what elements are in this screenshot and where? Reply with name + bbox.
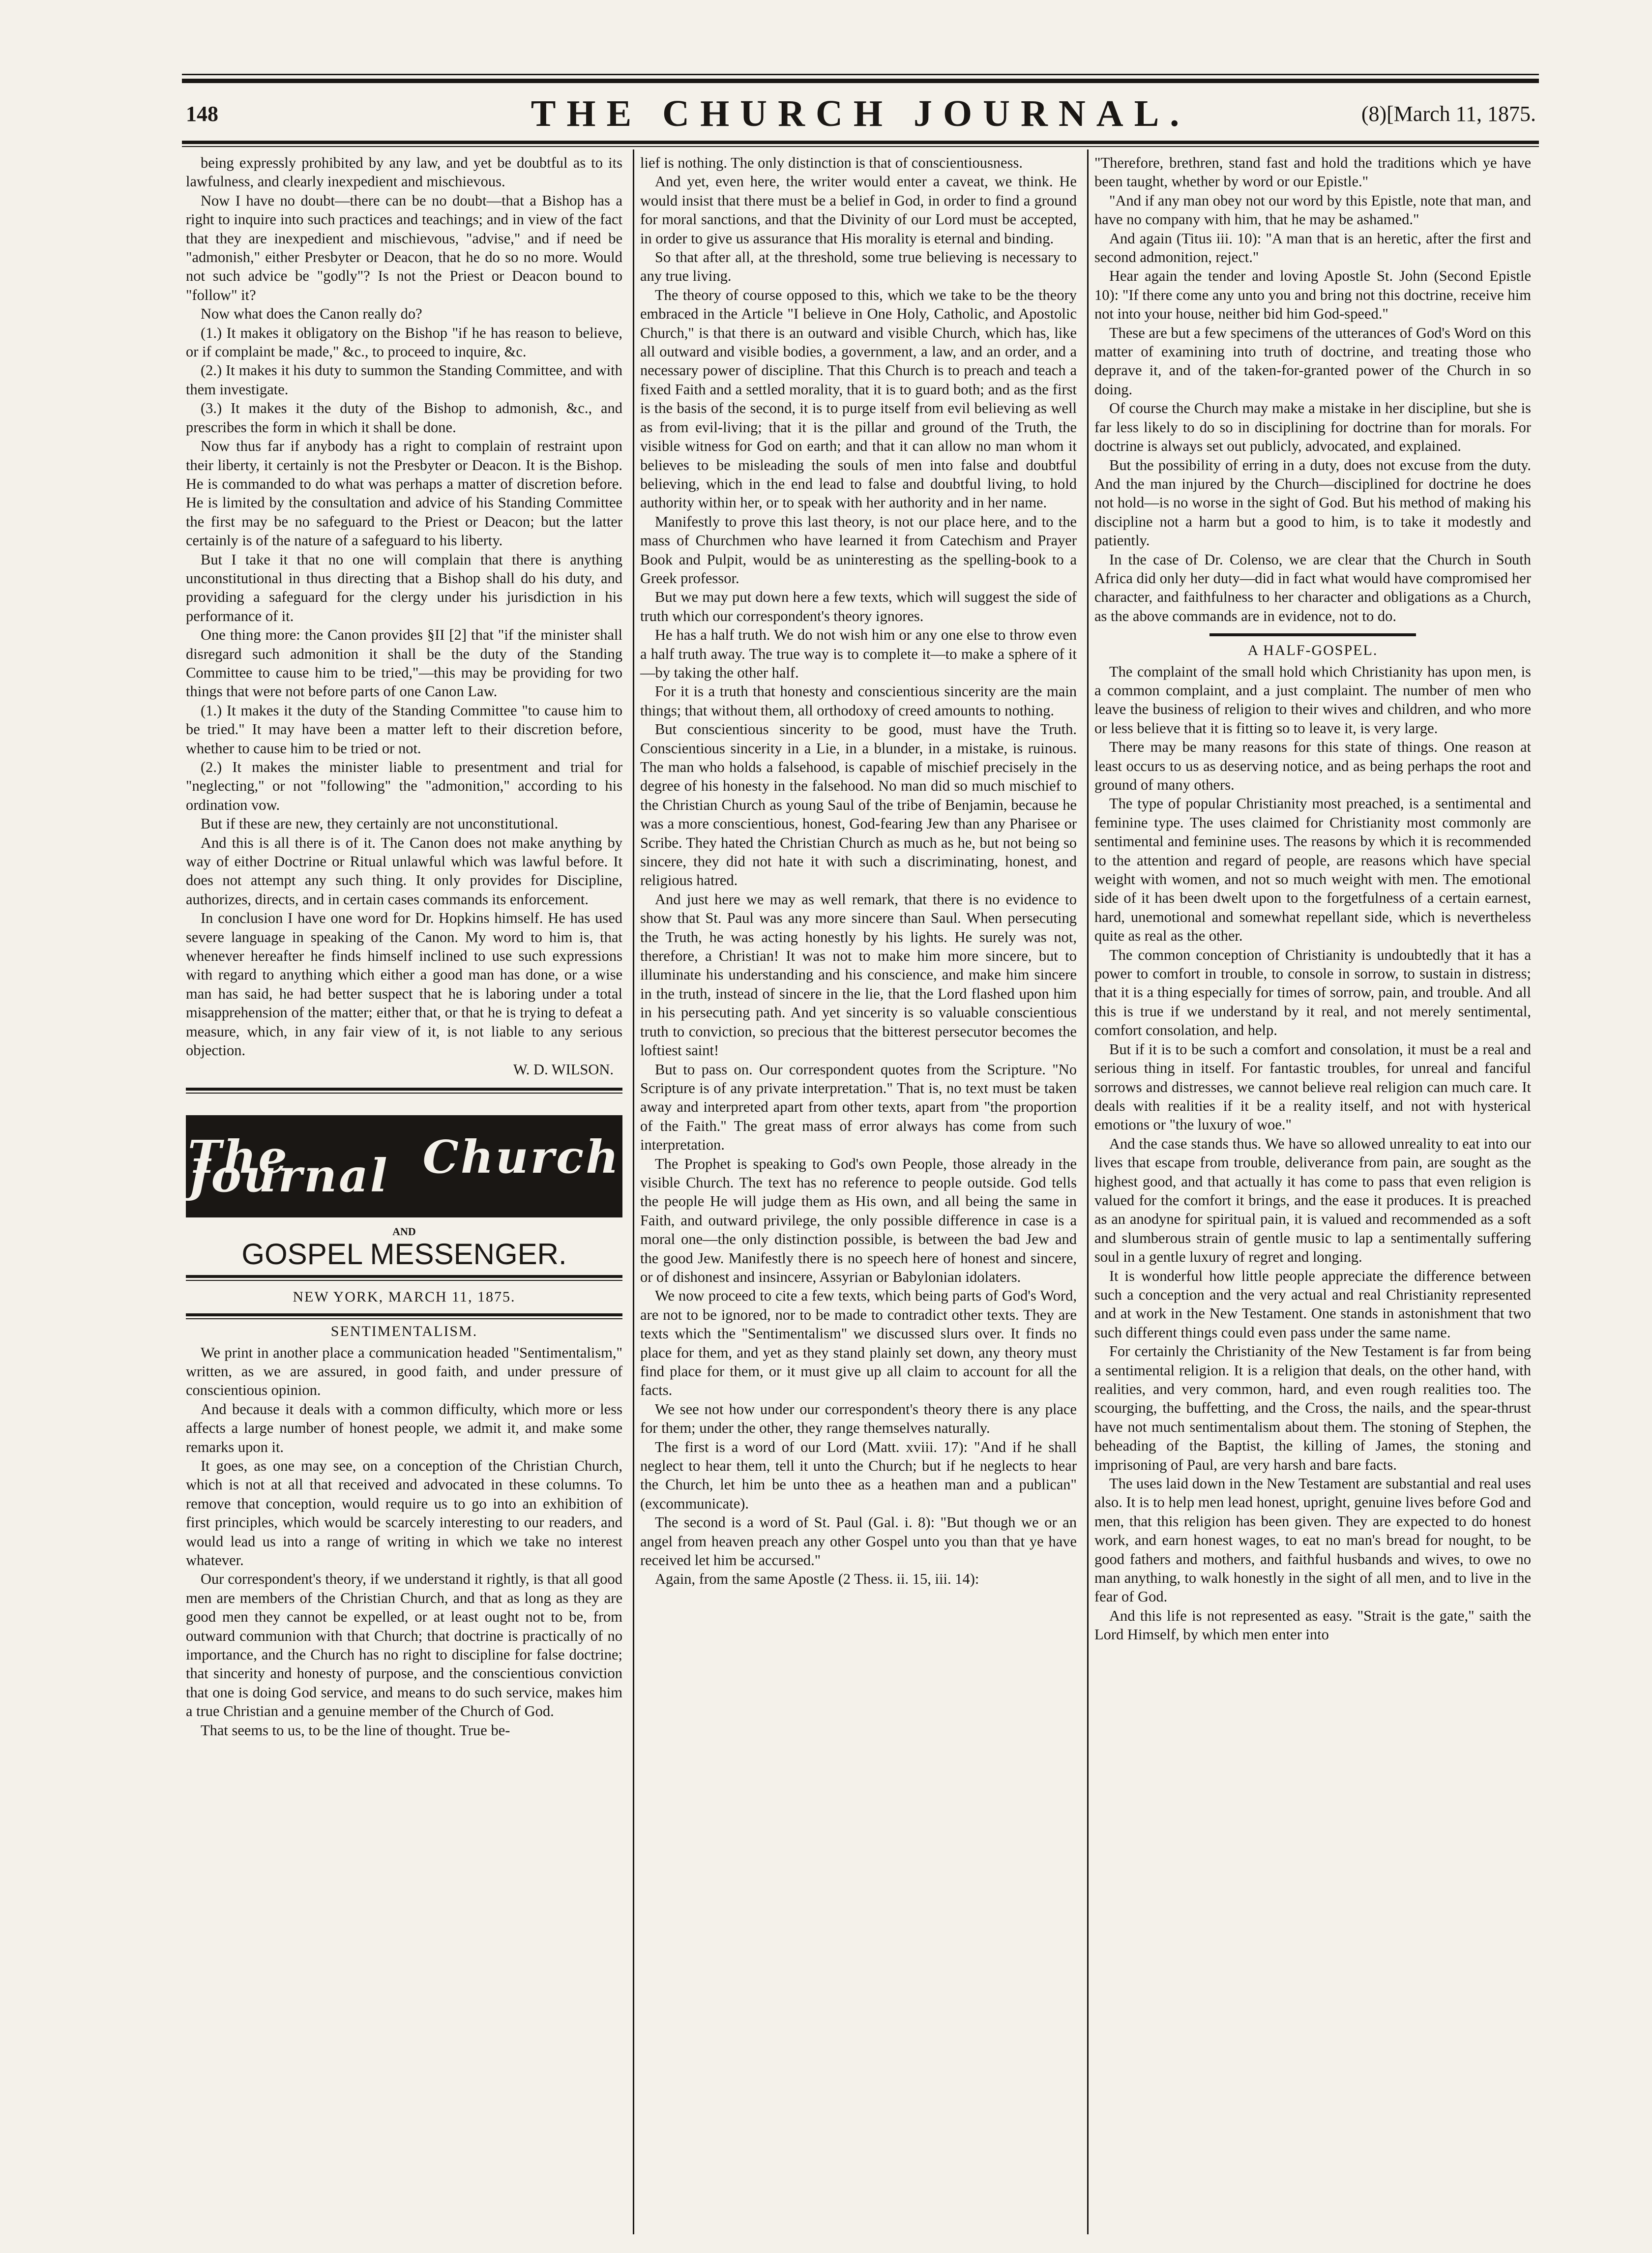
paragraph: For certainly the Christianity of the New Testament is far from being a sentimental religion. It is a religion that deals, on the other hand, with realities, and very common, hard, and even rough realities too. The scourging, the buffetting, and the Cross, the nails, and the spear-thrust have not much sentimentalism about them. The stoning of Stephen, the beheading of the Baptist, the killing of James, the stoning and imprisoning of Paul, are very harsh and bare facts.: [1094, 1343, 1531, 1473]
nameplate-rule: [186, 1275, 622, 1281]
paragraph: Now thus far if anybody has a right to complain of restraint upon their liberty, it certainly is not the Presbyter or Deacon. It is the Bishop. He is commanded to do what was perhaps a matter of discretion before. He is limited by the consultation and advice of his Standing Committee the first may be no safeguard to the Priest or Deacon; but the latter certainly is of the nature of a safeguard to his liberty.: [186, 438, 622, 549]
paragraph: So that after all, at the threshold, some true believing is necessary to any true living.: [640, 249, 1077, 285]
masthead-rule-thin: [182, 146, 1539, 147]
paragraph: One thing more: the Canon provides §II [2] that "if the minister shall disregard such admonition it shall be the duty of the Standing Committee to cause him to be tried,"—this may be providing for two things that were not before parts of one Canon Law.: [186, 626, 622, 700]
column-left: [186, 153, 622, 1740]
paragraph: The common conception of Christianity is undoubtedly that it has a power to comfort in trouble, to console in sorrow, to sustain in distress; that it is a thing especially for times of sorrow, pain, and trouble. And all this is true if we understand by it real, and not merely sentimental, comfort consolation, and help.: [1094, 946, 1531, 1039]
paragraph: In the case of Dr. Colenso, we are clear that the Church in South Africa did only her duty—did in fact what would have compromised her character, and faithfulness to her character and obligations as a Church, as the above commands are in evidence, not to do.: [1094, 551, 1531, 624]
top-rule-thick: [182, 79, 1539, 83]
paragraph: being expressly prohibited by any law, and yet be doubtful as to its lawfulness, and clearly inexpedient and mischievous.: [186, 154, 622, 190]
top-rule-thin: [182, 74, 1539, 75]
paragraph: But I take it that no one will complain that there is anything unconstitutional in thus directing that a Bishop shall do his duty, and providing a safeguard for the clergy under his jurisdiction in his performance of it.: [186, 551, 622, 624]
paragraph: "And if any man obey not our word by this Epistle, note that man, and have no company with him, that he may be ashamed.": [1094, 192, 1531, 228]
nameplate-and: AND: [392, 1225, 416, 1238]
paragraph: lief is nothing. The only distinction is that of conscientiousness.: [640, 154, 1023, 171]
dateline-rule: [186, 1313, 622, 1319]
paragraph: (1.) It makes it obligatory on the Bishop "if he has reason to believe, or if complaint be made," &c., to proceed to inquire, &c.: [186, 324, 622, 360]
paragraph: These are but a few specimens of the utterances of God's Word on this matter of examining into truth of doctrine, and treating those who deprave it, and of the taken-for-granted power of the Church in so doing.: [1094, 324, 1531, 398]
paragraph: But if these are new, they certainly are not unconstitutional.: [201, 815, 559, 832]
paragraph: There may be many reasons for this state of things. One reason at least occurs to us as deserving notice, and as being perhaps the root and ground of many others.: [1094, 739, 1531, 793]
paragraph: We print in another place a communication headed "Sentimentalism," written, as we are assured, in good faith, and under pressure of conscientious opinion.: [186, 1344, 622, 1399]
paragraph: He has a half truth. We do not wish him or any one else to throw even a half truth away. The true way is to complete it—to make a sphere of it—by taking the other half.: [640, 626, 1077, 681]
paragraph: The complaint of the small hold which Christianity has upon men, is a common complaint, and a just complaint. The number of men who leave the business of religion to their wives and children, and who more or less believe that it is fitting so to leave it, is very large.: [1094, 663, 1531, 737]
paragraph: (3.) It makes it the duty of the Bishop to admonish, &c., and prescribes the form in which it shall be done.: [186, 400, 622, 436]
paragraph: And this life is not represented as easy. "Strait is the gate," saith the Lord Himself, by which men enter into: [1094, 1607, 1531, 1643]
paragraph: The type of popular Christianity most preached, is a sentimental and feminine type. The uses claimed for Christianity most commonly are sentimental and feminine uses. The reasons by which it is recommended to the attention and regard of people, are reasons which have special weight with women, and not so much weight with men. The emotional side of it has been dwelt upon to the forgetfulness of a certain earnest, hard, unemotional and somewhat repellant side, which is nevertheless quite as real as the other.: [1094, 795, 1531, 945]
nameplate-blackletter: The Church Journal: [186, 1115, 622, 1217]
paragraph: But to pass on. Our correspondent quotes from the Scripture. "No Scripture is of any private interpretation." That is, no text must be taken away and interpreted apart from other texts, apart from "the proportion of the Faith." The great mass of error always has come from such interpretation.: [640, 1061, 1077, 1154]
paragraph: We see not how under our correspondent's theory there is any place for them; under the other, they range themselves naturally.: [640, 1400, 1077, 1437]
paragraph: In conclusion I have one word for Dr. Hopkins himself. He has used severe language in speaking of the Canon. My word to him is, that whenever hereafter he finds himself inclined to use such expressions with regard to anything which either a good man has done, or a wise man has said, he had better suspect that he is laboring under a total misapprehension of the matter; either that, or that he is trying to defeat a measure, which, in any fair view of it, is not liable to any serious objection.: [186, 910, 622, 1059]
paragraph: And this is all there is of it. The Canon does not make anything by way of either Doctrine or Ritual unlawful which was lawful before. It does not attempt any such thing. It only provides for Discipline, authorizes, directs, and in certain cases commands its enforcement.: [186, 834, 622, 908]
paragraph: The second is a word of St. Paul (Gal. i. 8): "But though we or an angel from heaven preach any other Gospel unto you than that ye have received let him be accursed.": [640, 1514, 1077, 1569]
paragraph: Now I have no doubt—there can be no doubt—that a Bishop has a right to inquire into such practices and teachings; and in view of the fact that they are inexpedient and mischievous, "advise," and if need be "admonish," either Presbyter or Deacon, that he do so no more. Would not such advice be "godly"? Is not the Priest or Deacon bound to "follow" it?: [186, 192, 622, 303]
article-separator: [1210, 633, 1416, 636]
paragraph: It goes, as one may see, on a conception of the Christian Church, which is not at all that received and advocated in these columns. To remove that conception, would require us to go into an exhibition of first principles, which would be scarcely interesting to our readers, and would lead us into a range of writing in which we take no interest whatever.: [186, 1457, 622, 1569]
paragraph: That seems to us, to be the line of thought. True be-: [201, 1721, 510, 1739]
masthead: [182, 92, 1539, 137]
paragraph: But if it is to be such a comfort and consolation, it must be a real and serious thing in itself. For fantastic troubles, for unreal and fanciful sorrows and distresses, we cannot believe real religion can much care. It deals with realities if it be a reality itself, and not with hysterical emotions or "the luxury of woe.": [1094, 1040, 1531, 1133]
paragraph: (1.) It makes it the duty of the Standing Committee "to cause him to be tried." It may have been a matter left to their discretion before, whether to cause him to be tried or not.: [186, 702, 622, 757]
nameplate-subtitle: GOSPEL MESSENGER.: [241, 1238, 567, 1271]
issue-date: (8)[March 11, 1875.: [1361, 102, 1536, 126]
paragraph: The uses laid down in the New Testament are substantial and real uses also. It is to help men lead honest, upright, genuine lives before God and men, that this religion has been given. They are expected to do honest work, and earn honest wages, to eat no man's bread for nought, to be good fathers and mothers, and faithful husbands and wives, to owe no man anything, to walk honestly in the sight of all men, and to live in the fear of God.: [1094, 1475, 1531, 1605]
paragraph: The theory of course opposed to this, which we take to be the theory embraced in the Article "I believe in One Holy, Catholic, and Apostolic Church," is that there is an outward and visible Church, which has, like all outward and visible bodies, a government, a law, and an order, and a necessary power of discipline. That this Church is to preach and teach a fixed Faith and a settled morality, that it is to guard both; and as the first is the basis of the second, it is to purge itself from evil believing as well as from evil-living; that it is the pillar and ground of the Truth, the visible witness for God on earth; and that it can allow no man whom it believes to be misleading the souls of men into false and doubtful believing, which in the end lead to false and doubtful living, to hold authority within her, or to speak with her authority and in her name.: [640, 286, 1077, 511]
editorial-dateline: NEW YORK, MARCH 11, 1875.: [293, 1288, 516, 1305]
paragraph: Again, from the same Apostle (2 Thess. ii. 15, iii. 14):: [655, 1571, 979, 1588]
section-rule: [186, 1088, 622, 1094]
masthead-rule-thick: [182, 141, 1539, 144]
paragraph: And just here we may as well remark, that there is no evidence to show that St. Paul was any more sincere than Saul. When persecuting the Truth, he was acting honestly by his lights. He surely was not, therefore, a Christian! It was not to make him more sincere, but to illuminate his understanding and his conscience, and make him sincere in the truth, instead of sincere in the lie, that the Lord flashed upon him in his persecuting path. And yet sincerity is so valuable conscientious truth to conviction, so precious that the bitterest persecutor becomes the loftiest saint!: [640, 890, 1077, 1059]
article-heading: A HALF-GOSPEL.: [1247, 642, 1378, 659]
paragraph: (2.) It makes it his duty to summon the Standing Committee, and with them investigate.: [186, 362, 622, 398]
paragraph: And the case stands thus. We have so allowed unreality to eat into our lives that escape from trouble, deliverance from pain, are sought as the highest good, and that actually it has come to pass that even religion is valued for the comfort it brings, and the ease it produces. It is preached as an anodyne for spiritual pain, it is valued and recommended as a soft and slumberous strain of gentle music to lap a sentimentally suffering soul in a gentle luxury of regret and longing.: [1094, 1135, 1531, 1266]
newspaper-title: THE CHURCH JOURNAL.: [531, 93, 1190, 134]
paragraph: Manifestly to prove this last theory, is not our place here, and to the mass of Churchmen who have learned it from Catechism and Prayer Book and Pulpit, would be as uninteresting as the spelling-book to a Greek professor.: [640, 513, 1077, 587]
paragraph: But conscientious sincerity to be good, must have the Truth. Conscientious sincerity in a Lie, in a blunder, in a mistake, is ruinous. The man who holds a falsehood, is capable of mischief precisely in the degree of his honesty in the falsehood. No man did so much mischief to the Christian Church as young Saul of the tribe of Benjamin, because he was a more conscientious, honest, God-fearing Jew than any Pharisee or Scribe. They hated the Christian Church as much as he, but not being so sincere, they did not hate it with such a discriminating, honest, and religious hatred.: [640, 721, 1077, 889]
paragraph: And because it deals with a common difficulty, which more or less affects a large number of honest people, we admit it, and make some remarks upon it.: [186, 1400, 622, 1455]
paragraph: For it is a truth that honesty and conscientious sincerity are the main things; that without them, all orthodoxy of creed amounts to nothing.: [640, 683, 1077, 719]
paragraph: Now what does the Canon really do?: [201, 305, 422, 323]
paragraph: And again (Titus iii. 10): "A man that is an heretic, after the first and second admonition, reject.": [1094, 230, 1531, 266]
paragraph: (2.) It makes the minister liable to presentment and trial for "neglecting," or not "following" the "admonition," according to his ordination vow.: [186, 759, 622, 813]
column-right: [1094, 153, 1531, 1644]
column-divider-left: [633, 149, 634, 2234]
paragraph: We now proceed to cite a few texts, which being parts of God's Word, are not to be ignored, nor to be made to contradict other texts. They are texts which the "Sentimentalism" we discussed slurs over. It finds no place for them, and yet as they stand plainly set down, any theory must find place for them, or it must give up all claim to account for all the facts.: [640, 1287, 1077, 1399]
letter-signature: W. D. WILSON.: [513, 1061, 614, 1078]
article-heading: SENTIMENTALISM.: [330, 1323, 478, 1340]
paragraph: Our correspondent's theory, if we understand it rightly, is that all good men are members of the Christian Church, and that as long as they are good men they cannot be expelled, or at least ought not to be, from outward communion with that Church; that doctrine is practically of no importance, and the Church has no right to discipline for false doctrine; that sincerity and honesty of purpose, and the conscientious conviction that one is doing God service, and means to do such service, makes him a true Christian and a genuine member of the Church of God.: [186, 1571, 622, 1720]
paragraph: But the possibility of erring in a duty, does not excuse from the duty. And the man injured by the Church—disciplined for doctrine he does not hold—is no worse in the sight of God. But his method of making his discipline not a harm but a good to him, is to take it modestly and patiently.: [1094, 456, 1531, 549]
paragraph: Of course the Church may make a mistake in her discipline, but she is far less likely to do so in disciplining for doctrine than for morals. For doctrine is always set out publicly, advocated, and explained.: [1094, 400, 1531, 455]
column-divider-right: [1087, 149, 1089, 2234]
paragraph: The first is a word of our Lord (Matt. xviii. 17): "And if he shall neglect to hear them, tell it unto the Church; but if he neglects to hear the Church, let him be unto thee as a heathen man and a publican" (excommunicate).: [640, 1438, 1077, 1512]
page-number: 148: [186, 102, 218, 126]
paragraph: But we may put down here a few texts, which will suggest the side of truth which our correspondent's theory ignores.: [640, 589, 1077, 624]
paragraph: And yet, even here, the writer would enter a caveat, we think. He would insist that there must be a belief in God, in order to find a ground for moral sanctions, and that the Divinity of our Lord must be accepted, in order to give us assurance that His morality is eternal and binding.: [640, 173, 1077, 247]
paragraph: The Prophet is speaking to God's own People, those already in the visible Church. The text has no reference to people outside. God tells the people He will judge them as His own, and all being the same in Faith, and outward privilege, the only possible difference in case is a moral one—the only distinction possible, is between the bad Jew and the good Jew. Manifestly there is no speech here of honest and sincere, or of dishonest and insincere, Assyrian or Babylonian idolaters.: [640, 1155, 1077, 1285]
paragraph: Hear again the tender and loving Apostle St. John (Second Epistle 10): "If there come any unto you and bring not this doctrine, receive him not into your house, neither bid him God-speed.": [1094, 267, 1531, 323]
paragraph: It is wonderful how little people appreciate the difference between such a conception and the very actual and real Christianity represented and at work in the New Testament. One stands in astonishment that two such different things could even pass under the same name.: [1094, 1267, 1531, 1341]
column-middle: [640, 153, 1077, 1589]
paragraph: "Therefore, brethren, stand fast and hold the traditions which ye have been taught, whether by word or our Epistle.": [1094, 154, 1531, 190]
